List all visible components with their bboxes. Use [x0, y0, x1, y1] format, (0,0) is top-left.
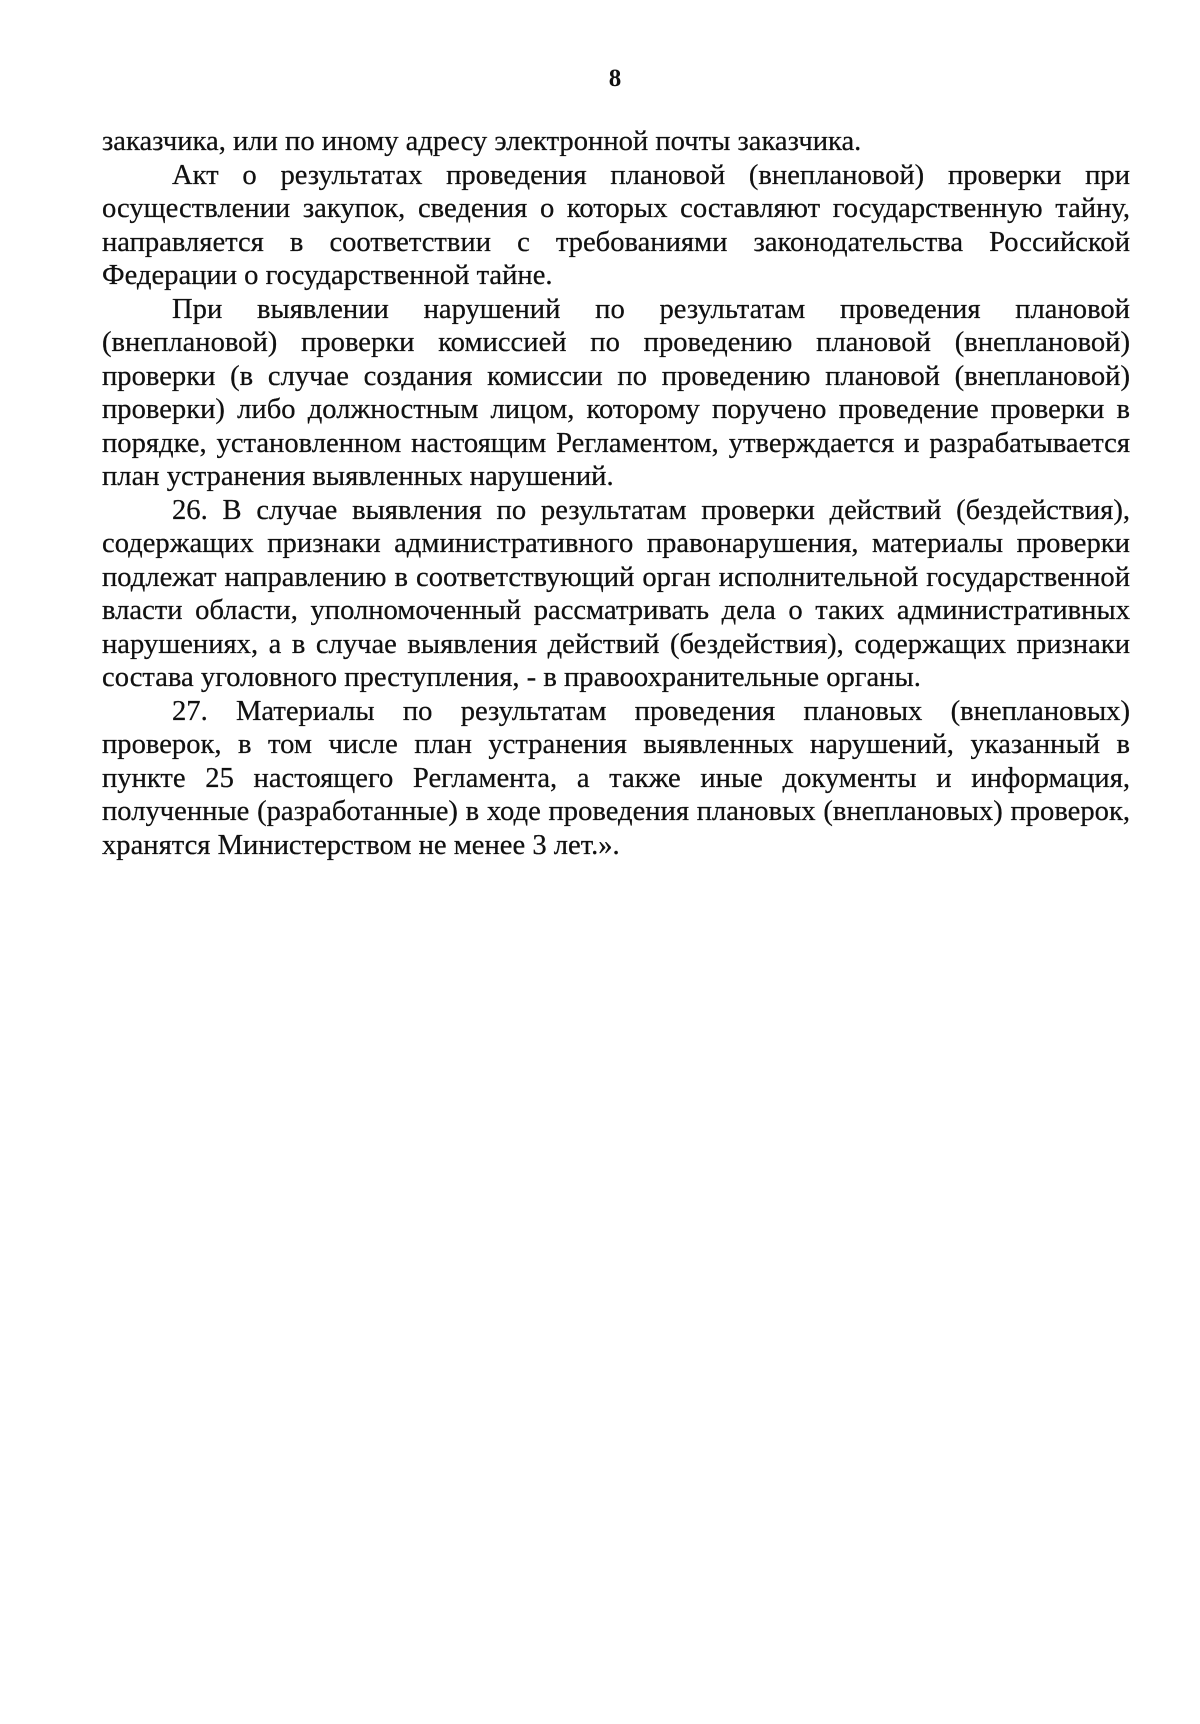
paragraph-act-secret: Акт о результатах проведения плановой (внеплановой) проверки при осуществлении закупок, сведения о которых составляют государственную тайну, направляется в соответствии с требованиями законодательства Российской Федерации о государственной тайне. [102, 159, 1130, 291]
document-body [102, 125, 1130, 862]
paragraph-violations-plan: При выявлении нарушений по результатам проведения плановой (внеплановой) проверки комиссией по проведению плановой (внеплановой) проверки (в случае создания комиссии по проведению плановой (внеплановой) проверки) либо должностным лицом, которому поручено проведение проверки в порядке, установленном настоящим Регламентом, утверждается и разрабатывается план устранения выявленных нарушений. [102, 293, 1130, 492]
paragraph-item-27: 27. Материалы по результатам проведения плановых (внеплановых) проверок, в том числе план устранения выявленных нарушений, указанный в пункте 25 настоящего Регламента, а также иные документы и информация, полученные (разработанные) в ходе проведения плановых (внеплановых) проверок, хранятся Министерством не менее 3 лет.». [102, 695, 1130, 861]
paragraph-item-26: 26. В случае выявления по результатам проверки действий (бездействия), содержащих признаки административного правонарушения, материалы проверки подлежат направлению в соответствующий орган исполнительной государственной власти области, уполномоченный рассматривать дела о таких административных нарушениях, а в случае выявления действий (бездействия), содержащих признаки состава уголовного преступления, - в правоохранительные органы. [102, 494, 1130, 693]
paragraph-continuation: заказчика, или по иному адресу электронной почты заказчика. [102, 126, 862, 157]
page-number: 8 [608, 65, 622, 92]
